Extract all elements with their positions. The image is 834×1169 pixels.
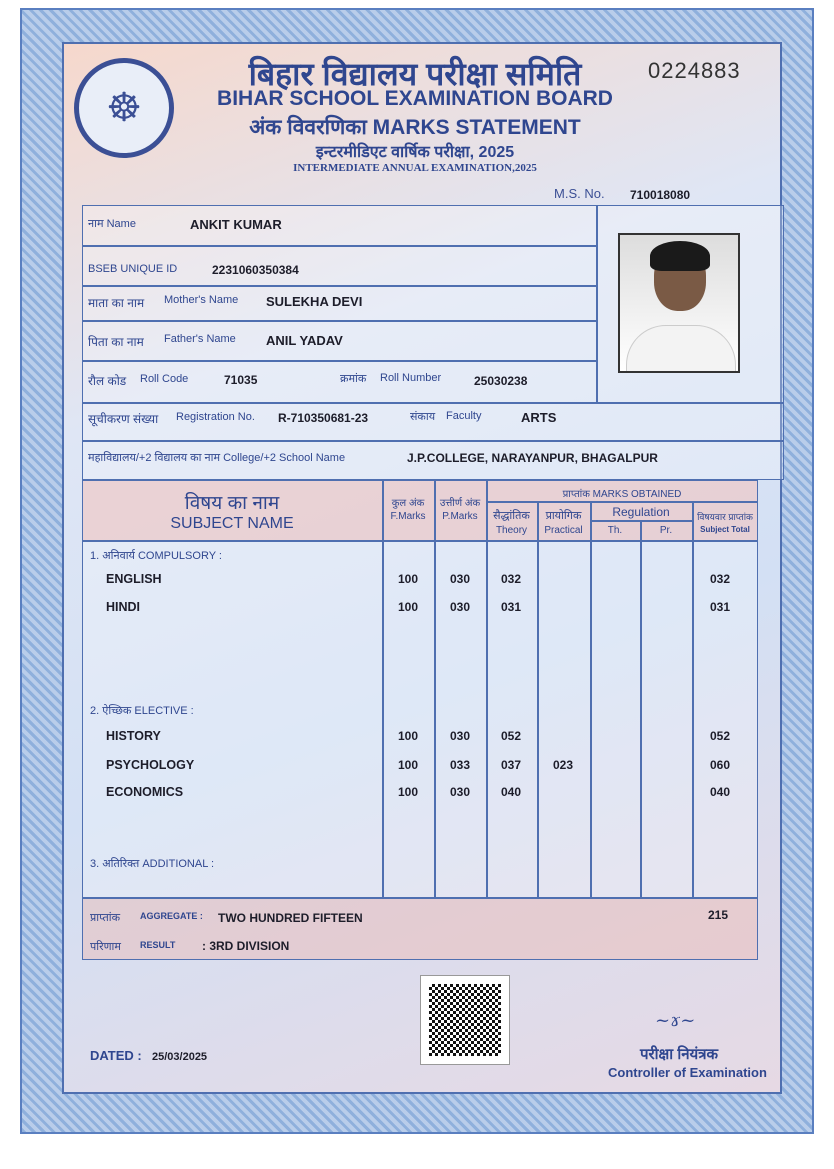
faculty-label: Faculty	[446, 410, 482, 422]
aggregate-box	[82, 898, 758, 960]
result-label-hi: परिणाम	[90, 941, 121, 953]
controller-signature: ~ɤ~	[655, 1010, 696, 1031]
divider	[82, 440, 784, 442]
aggregate-label: AGGREGATE :	[140, 911, 203, 921]
theory-header-hi: सैद्धांतिक	[493, 510, 530, 522]
divider	[590, 520, 692, 522]
divider	[590, 502, 592, 898]
exam-english: INTERMEDIATE ANNUAL EXAMINATION,2025	[293, 162, 537, 174]
ms-no-label: M.S. No.	[554, 186, 605, 201]
reg-th-header: Th.	[607, 525, 623, 536]
divider	[82, 360, 596, 362]
mother-label-hi: माता का नाम	[88, 296, 145, 310]
marks-total: 031	[709, 600, 731, 614]
total-header: Subject Total	[700, 525, 750, 534]
father-name: ANIL YADAV	[266, 333, 343, 348]
section-elective: 2. ऐच्छिक ELECTIVE :	[90, 705, 194, 717]
divider	[382, 480, 384, 898]
reg-label: Registration No.	[176, 411, 255, 423]
college-name: J.P.COLLEGE, NARAYANPUR, BHAGALPUR	[407, 451, 658, 465]
marks-p: 033	[449, 758, 471, 772]
marks-total: 032	[709, 572, 731, 586]
marks-p: 030	[449, 600, 471, 614]
subject-name: PSYCHOLOGY	[106, 758, 195, 772]
title-english: BIHAR SCHOOL EXAMINATION BOARD	[217, 87, 613, 110]
controller-hi: परीक्षा नियंत्रक	[640, 1046, 719, 1063]
divider	[486, 501, 758, 503]
total-header-hi: विषयवार प्राप्तांक	[697, 512, 753, 522]
marks-theory: 040	[500, 785, 522, 799]
marks-total: 040	[709, 785, 731, 799]
subject-header-hi: विषय का नाम	[184, 493, 280, 514]
subject-header: SUBJECT NAME	[170, 515, 294, 532]
title-hindi: बिहार विद्यालय परीक्षा समिति	[248, 56, 582, 92]
marks-practical: 023	[552, 758, 574, 772]
fmarks-header-hi: कुल अंक	[391, 498, 425, 509]
exam-hindi: इन्टरमीडिएट वार्षिक परीक्षा, 2025	[315, 144, 515, 161]
subject-name: HISTORY	[106, 729, 161, 743]
subject-name: ENGLISH	[106, 572, 162, 586]
marks-p: 030	[449, 572, 471, 586]
divider	[640, 520, 642, 898]
section-additional: 3. अतिरिक्त ADDITIONAL :	[90, 858, 215, 870]
student-photo	[618, 233, 740, 373]
aggregate-words: TWO HUNDRED FIFTEEN	[218, 911, 363, 925]
divider	[434, 480, 436, 898]
marks-f: 100	[397, 785, 419, 799]
divider	[486, 480, 488, 898]
marks-p: 030	[449, 785, 471, 799]
divider	[82, 320, 596, 322]
registration-no: R-710350681-23	[278, 411, 369, 425]
father-label: Father's Name	[164, 333, 236, 345]
mother-label: Mother's Name	[164, 294, 239, 306]
regulation-header: Regulation	[612, 505, 670, 519]
marks-theory: 052	[500, 729, 522, 743]
marks-total: 060	[709, 758, 731, 772]
roll-number: 25030238	[474, 374, 528, 388]
faculty: ARTS	[521, 410, 557, 425]
divider	[82, 402, 784, 404]
father-label-hi: पिता का नाम	[88, 335, 144, 349]
roll-no-label-hi: क्रमांक	[340, 373, 367, 385]
ms-no-value: 710018080	[630, 188, 691, 202]
marks-obtained-header: प्राप्तांक MARKS OBTAINED	[562, 489, 682, 500]
result-value: : 3RD DIVISION	[202, 939, 290, 953]
reg-label-hi: सूचीकरण संख्या	[88, 412, 159, 426]
divider	[537, 502, 539, 898]
marks-f: 100	[397, 572, 419, 586]
aggregate-total: 215	[708, 908, 729, 922]
practical-header: Practical	[544, 525, 583, 536]
marks-theory: 032	[500, 572, 522, 586]
uid-label: BSEB UNIQUE ID	[88, 263, 178, 275]
college-label: महाविद्यालय/+2 विद्यालय का नाम College/+2 School Name	[88, 452, 346, 464]
qr-code	[420, 975, 510, 1065]
marks-theory: 037	[500, 758, 522, 772]
aggregate-label-hi: प्राप्तांक	[90, 912, 121, 924]
divider	[82, 245, 596, 247]
subject-name: ECONOMICS	[106, 785, 184, 799]
roll-no-label: Roll Number	[380, 372, 442, 384]
divider	[692, 502, 694, 898]
theory-header: Theory	[495, 525, 528, 536]
controller-label: Controller of Examination	[608, 1065, 767, 1080]
marks-total: 052	[709, 729, 731, 743]
dated-label: DATED :	[90, 1048, 142, 1063]
pmarks-header: P.Marks	[442, 511, 478, 522]
student-name: ANKIT KUMAR	[190, 217, 282, 232]
marks-table	[82, 480, 758, 898]
uid-value: 2231060350384	[212, 263, 299, 277]
reg-pr-header: Pr.	[659, 525, 673, 536]
name-label: नाम Name	[88, 218, 136, 230]
practical-header-hi: प्रायोगिक	[545, 510, 582, 522]
faculty-label-hi: संकाय	[410, 411, 436, 423]
fmarks-header: F.Marks	[390, 511, 426, 522]
mother-name: SULEKHA DEVI	[266, 294, 363, 309]
marks-f: 100	[397, 600, 419, 614]
pmarks-header-hi: उत्तीर्ण अंक	[439, 498, 481, 509]
issue-date: 25/03/2025	[152, 1051, 208, 1063]
divider	[596, 205, 598, 402]
serial-number: 0224883	[648, 58, 741, 83]
marks-theory: 031	[500, 600, 522, 614]
divider	[82, 540, 758, 542]
statement-title: अंक विवरणिका MARKS STATEMENT	[249, 116, 581, 139]
marks-f: 100	[397, 729, 419, 743]
section-compulsory: 1. अनिवार्य COMPULSORY :	[90, 550, 222, 562]
roll-code: 71035	[224, 373, 258, 387]
roll-code-label-hi: रौल कोड	[88, 374, 127, 388]
marks-p: 030	[449, 729, 471, 743]
result-label: RESULT	[140, 940, 176, 950]
divider	[82, 285, 596, 287]
board-seal-logo: ☸	[74, 58, 174, 158]
subject-name: HINDI	[106, 600, 141, 614]
roll-code-label: Roll Code	[140, 373, 189, 385]
marks-f: 100	[397, 758, 419, 772]
